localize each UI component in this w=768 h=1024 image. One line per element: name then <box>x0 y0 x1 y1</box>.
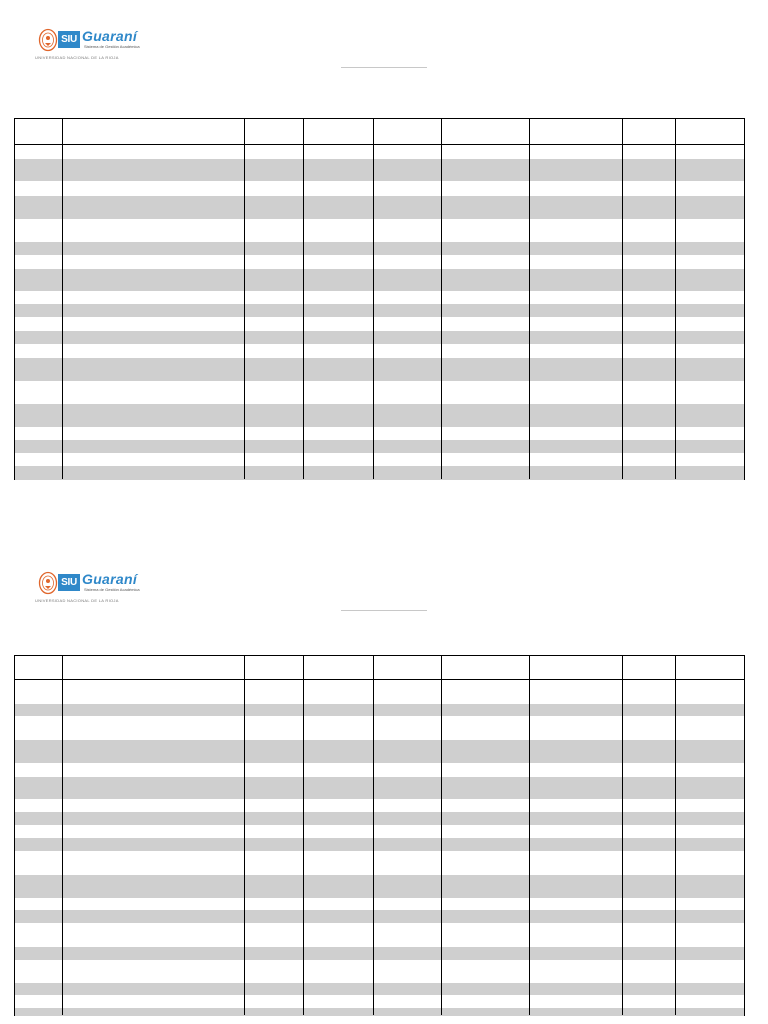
university-seal-icon <box>38 571 58 595</box>
column-header <box>15 119 62 144</box>
column-divider <box>441 656 442 1015</box>
table-row <box>15 440 744 453</box>
table-row <box>15 358 744 381</box>
university-name: UNIVERSIDAD NACIONAL DE LA RIOJA <box>35 55 119 60</box>
column-divider <box>441 119 442 479</box>
column-header <box>675 656 744 679</box>
university-seal-icon <box>38 28 58 52</box>
siu-mark: SIU <box>58 31 80 48</box>
table-row <box>15 269 744 291</box>
column-header <box>373 656 441 679</box>
table-row <box>15 196 744 219</box>
column-header <box>622 656 675 679</box>
table-row <box>15 159 744 181</box>
column-divider <box>675 119 676 479</box>
siu-guarani-logo <box>35 26 140 66</box>
table-row <box>15 404 744 427</box>
column-divider <box>244 119 245 479</box>
column-divider <box>373 656 374 1015</box>
brand-tagline: Sistema de Gestión Académica <box>84 44 140 49</box>
report-table <box>14 655 745 1016</box>
column-divider <box>373 119 374 479</box>
column-header <box>15 656 62 679</box>
table-row <box>15 740 744 763</box>
table-row <box>15 910 744 923</box>
column-header <box>675 119 744 144</box>
brand-name: Guaraní <box>82 28 138 44</box>
table-row <box>15 875 744 898</box>
table-row <box>15 704 744 716</box>
column-divider <box>622 119 623 479</box>
table-header <box>15 119 744 145</box>
column-header <box>441 119 529 144</box>
column-header <box>244 656 303 679</box>
column-divider <box>244 656 245 1015</box>
column-divider <box>303 656 304 1015</box>
table-row <box>15 304 744 317</box>
table-row <box>15 777 744 799</box>
column-header <box>303 656 373 679</box>
brand-name: Guaraní <box>82 571 138 587</box>
table-row <box>15 812 744 825</box>
table-header <box>15 656 744 680</box>
siu-mark: SIU <box>58 574 80 591</box>
column-header <box>244 119 303 144</box>
title-underline <box>341 610 427 611</box>
table-row <box>15 242 744 255</box>
column-header <box>62 656 244 679</box>
column-divider <box>529 119 530 479</box>
column-header <box>441 656 529 679</box>
siu-guarani-logo <box>35 569 140 609</box>
column-divider <box>675 656 676 1015</box>
title-underline <box>341 67 427 68</box>
column-divider <box>303 119 304 479</box>
column-header <box>62 119 244 144</box>
column-header <box>303 119 373 144</box>
table-row <box>15 1008 744 1016</box>
column-header <box>373 119 441 144</box>
report-table <box>14 118 745 480</box>
column-header <box>622 119 675 144</box>
column-divider <box>622 656 623 1015</box>
brand-tagline: Sistema de Gestión Académica <box>84 587 140 592</box>
column-divider <box>529 656 530 1015</box>
column-header <box>529 119 622 144</box>
university-name: UNIVERSIDAD NACIONAL DE LA RIOJA <box>35 598 119 603</box>
table-row <box>15 983 744 995</box>
table-row <box>15 838 744 851</box>
column-divider <box>62 119 63 479</box>
table-row <box>15 947 744 960</box>
column-divider <box>62 656 63 1015</box>
table-row <box>15 466 744 480</box>
table-row <box>15 331 744 344</box>
column-header <box>529 656 622 679</box>
